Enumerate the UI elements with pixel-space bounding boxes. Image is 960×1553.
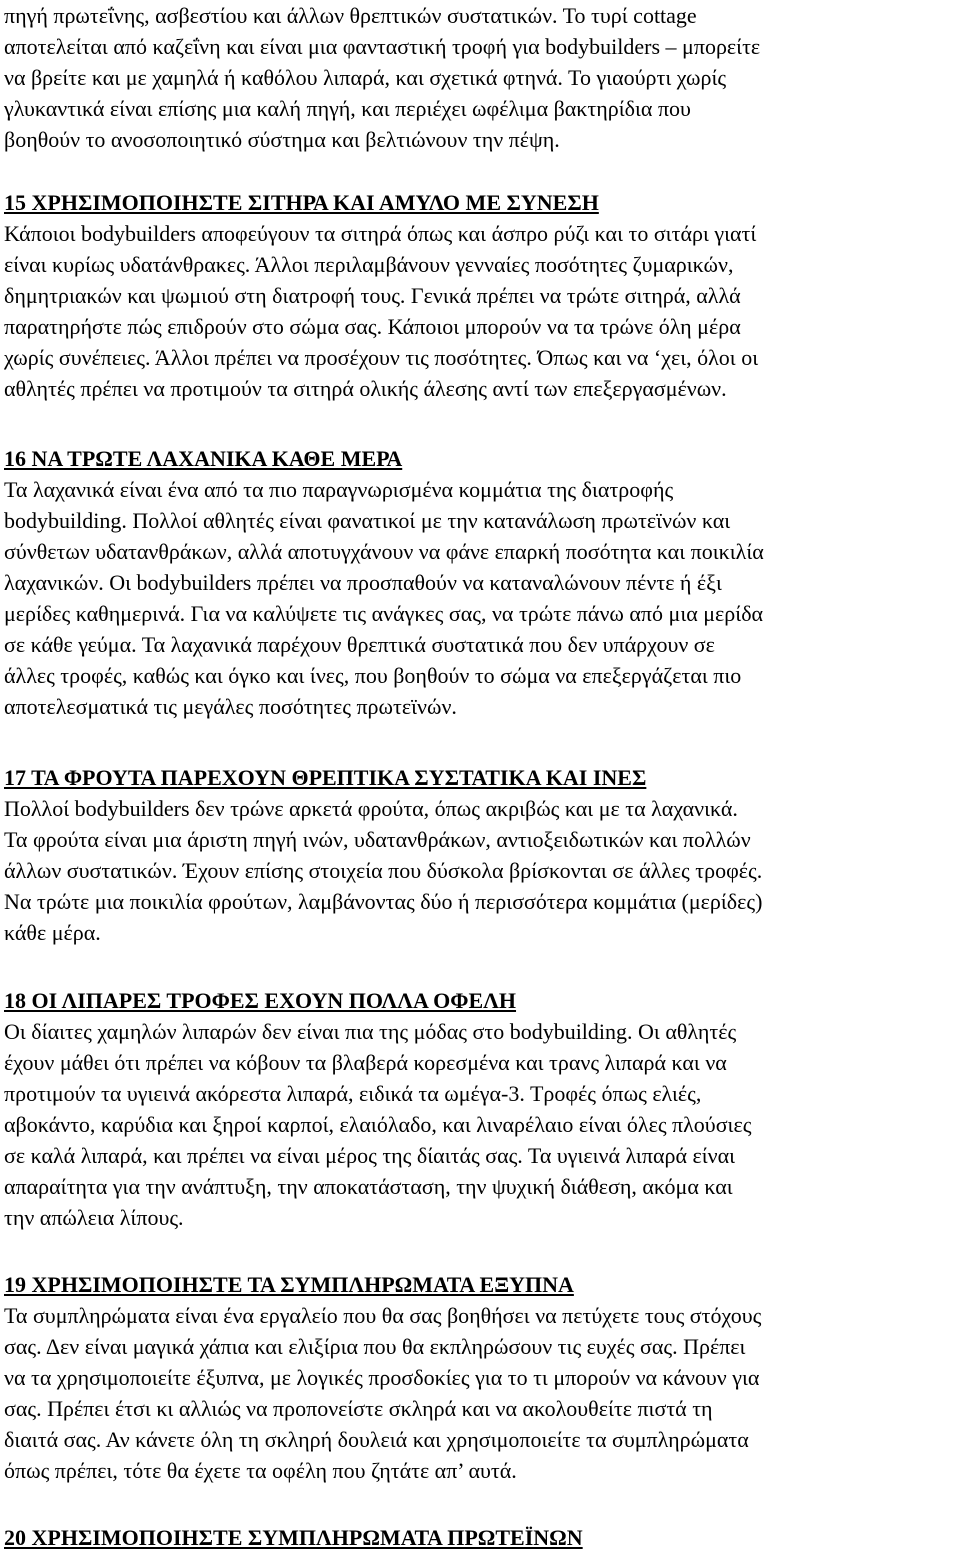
- text-line: Κάποιοι bodybuilders αποφεύγουν τα σιτηρά όπως και άσπρο ρύζι και το σιτάρι γιατί: [4, 221, 757, 246]
- text-line: μερίδες καθημερινά. Για να καλύψετε τις ανάγκες σας, να τρώτε πάνω από μια μερίδα: [4, 601, 764, 626]
- text-line: Τα λαχανικά είναι ένα από τα πιο παραγνωρισμένα κομμάτια της διατροφής: [4, 477, 674, 502]
- text-line: bodybuilding. Πολλοί αθλητές είναι φανατικοί με την κατανάλωση πρωτεϊνών και: [4, 508, 731, 533]
- text-line: απαραίτητα για την ανάπτυξη, την αποκατάσταση, την ψυχική διάθεση, ακόμα και: [4, 1174, 733, 1199]
- section-heading: 20 ΧΡΗΣΙΜΟΠΟΙΗΣΤΕ ΣΥΜΠΛΗΡΩΜΑΤΑ ΠΡΩΤΕΪΝΩΝ: [4, 1525, 583, 1550]
- text-line: αποτελείται από καζεΐνη και είναι μια φανταστική τροφή για bodybuilders – μπορείτε: [4, 34, 761, 59]
- text-line: προτιμούν τα υγιεινά ακόρεστα λιπαρά, ειδικά τα ωμέγα-3. Τροφές όπως ελιές,: [4, 1081, 702, 1106]
- text-line: χωρίς συνέπειες. Άλλοι πρέπει να προσέχουν τις ποσότητες. Όπως και να ‘χει, όλοι οι: [4, 345, 759, 370]
- section-17-fruits: [4, 762, 960, 948]
- text-line: την απώλεια λίπους.: [4, 1205, 184, 1230]
- text-line: να βρείτε και με χαμηλά ή καθόλου λιπαρά, και σχετικά φτηνά. Το γιαούρτι χωρίς: [4, 65, 727, 90]
- section-16-vegetables: [4, 443, 960, 722]
- section-heading: 19 ΧΡΗΣΙΜΟΠΟΙΗΣΤΕ ΤΑ ΣΥΜΠΛΗΡΩΜΑΤΑ ΕΞΥΠΝΑ: [4, 1272, 574, 1297]
- text-line: κάθε μέρα.: [4, 920, 101, 945]
- text-line: Οι δίαιτες χαμηλών λιπαρών δεν είναι πια της μόδας στο bodybuilding. Οι αθλητές: [4, 1019, 737, 1044]
- intro-paragraph: [4, 0, 960, 155]
- section-15-grains: [4, 187, 960, 404]
- text-line: Τα φρούτα είναι μια άριστη πηγή ινών, υδατανθράκων, αντιοξειδωτικών και πολλών: [4, 827, 751, 852]
- section-heading: 16 ΝΑ ΤΡΩΤΕ ΛΑΧΑΝΙΚΑ ΚΑΘΕ ΜΕΡΑ: [4, 446, 403, 471]
- text-line: Πολλοί bodybuilders δεν τρώνε αρκετά φρούτα, όπως ακριβώς και με τα λαχανικά.: [4, 796, 738, 821]
- text-line: αβοκάντο, καρύδια και ξηροί καρποί, ελαιόλαδο, και λιναρέλαιο είναι όλες πλούσιες: [4, 1112, 752, 1137]
- text-line: σύνθετων υδατανθράκων, αλλά αποτυγχάνουν να φάνε επαρκή ποσότητα και ποικιλία: [4, 539, 764, 564]
- text-line: διαιτά σας. Αν κάνετε όλη τη σκληρή δουλειά και χρησιμοποιείτε τα συμπληρώματα: [4, 1427, 749, 1452]
- text-line: δημητριακών και ψωμιού στη διατροφή τους. Γενικά πρέπει να τρώτε σιτηρά, αλλά: [4, 283, 741, 308]
- section-19-supplements: [4, 1269, 960, 1486]
- text-line: άλλων συστατικών. Έχουν επίσης στοιχεία που δύσκολα βρίσκονται σε άλλες τροφές.: [4, 858, 763, 883]
- text-line: σας. Πρέπει έτσι κι αλλιώς να προπονείστε σκληρά και να ακολουθείτε πιστά τη: [4, 1396, 713, 1421]
- text-line: σε καλά λιπαρά, και πρέπει να είναι μέρος της δίαιτάς σας. Τα υγιεινά λιπαρά είναι: [4, 1143, 736, 1168]
- text-line: Να τρώτε μια ποικιλία φρούτων, λαμβάνοντας δύο ή περισσότερα κομμάτια (μερίδες): [4, 889, 763, 914]
- text-line: Τα συμπληρώματα είναι ένα εργαλείο που θα σας βοηθήσει να πετύχετε τους στόχους: [4, 1303, 762, 1328]
- text-line: γλυκαντικά είναι επίσης μια καλή πηγή, και περιέχει ωφέλιμα βακτηρίδια που: [4, 96, 691, 121]
- text-line: λαχανικών. Οι bodybuilders πρέπει να προσπαθούν να καταναλώνουν πέντε ή έξι: [4, 570, 722, 595]
- section-20-protein-supplements: [4, 1522, 960, 1553]
- text-line: βοηθούν το ανοσοποιητικό σύστημα και βελτιώνουν την πέψη.: [4, 127, 560, 152]
- text-line: όπως πρέπει, τότε θα έχετε τα οφέλη που ζητάτε απ’ αυτά.: [4, 1458, 517, 1483]
- text-line: παρατηρήστε πώς επιδρούν στο σώμα σας. Κάποιοι μπορούν να τα τρώνε όλη μέρα: [4, 314, 741, 339]
- text-line: έχουν μάθει ότι πρέπει να κόβουν τα βλαβερά κορεσμένα και τρανς λιπαρά και να: [4, 1050, 727, 1075]
- text-line: αθλητές πρέπει να προτιμούν τα σιτηρά ολικής άλεσης αντί των επεξεργασμένων.: [4, 376, 727, 401]
- section-heading: 17 ΤΑ ΦΡΟΥΤΑ ΠΑΡΕΧΟΥΝ ΘΡΕΠΤΙΚΑ ΣΥΣΤΑΤΙΚΑ ΚΑΙ ΙΝΕΣ: [4, 765, 647, 790]
- section-18-fats: [4, 985, 960, 1233]
- text-line: αποτελεσματικά τις μεγάλες ποσότητες πρωτεϊνών.: [4, 694, 457, 719]
- text-line: πηγή πρωτεΐνης, ασβεστίου και άλλων θρεπτικών συστατικών. Το τυρί cottage: [4, 3, 697, 28]
- text-line: άλλες τροφές, καθώς και όγκο και ίνες, που βοηθούν το σώμα να επεξεργάζεται πιο: [4, 663, 742, 688]
- text-line: σε κάθε γεύμα. Τα λαχανικά παρέχουν θρεπτικά συστατικά που δεν υπάρχουν σε: [4, 632, 715, 657]
- text-line: να τα χρησιμοποιείτε έξυπνα, με λογικές προσδοκίες για το τι μπορούν να κάνουν για: [4, 1365, 760, 1390]
- text-line: είναι κυρίως υδατάνθρακες. Άλλοι περιλαμβάνουν γενναίες ποσότητες ζυμαρικών,: [4, 252, 734, 277]
- section-heading: 15 ΧΡΗΣΙΜΟΠΟΙΗΣΤΕ ΣΙΤΗΡΑ ΚΑΙ ΑΜΥΛΟ ΜΕ ΣΥΝΕΣΗ: [4, 190, 599, 215]
- section-heading: 18 ΟΙ ΛΙΠΑΡΕΣ ΤΡΟΦΕΣ ΕΧΟΥΝ ΠΟΛΛΑ ΟΦΕΛΗ: [4, 988, 517, 1013]
- text-line: σας. Δεν είναι μαγικά χάπια και ελιξίρια που θα εκπληρώσουν τις ευχές σας. Πρέπει: [4, 1334, 746, 1359]
